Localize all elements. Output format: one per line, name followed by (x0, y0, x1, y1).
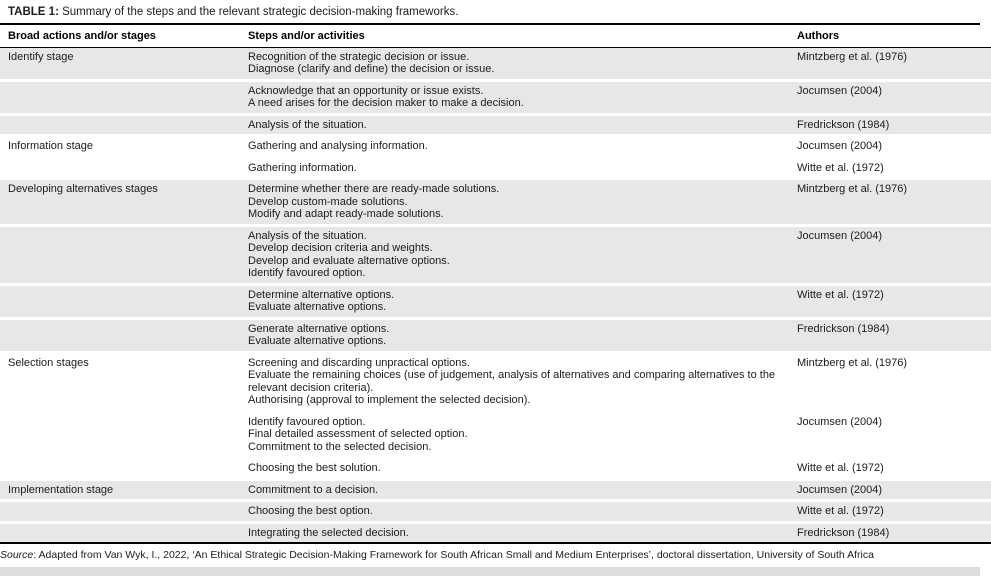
table-row (0, 317, 991, 351)
step-line: Evaluate alternative options. (248, 301, 387, 313)
author-cell: Mintzberg et al. (1976) (789, 48, 991, 79)
author-cell: Witte et al. (1972) (789, 499, 991, 521)
stage-cell (0, 79, 240, 113)
step-line: Authorising (approval to implement the selected decision). (248, 394, 531, 406)
step-line: Evaluate alternative options. (248, 335, 387, 347)
table-row (0, 283, 991, 317)
table-row (0, 48, 991, 79)
table-body (0, 48, 991, 543)
frameworks-table (0, 25, 991, 544)
author-cell: Fredrickson (1984) (789, 317, 991, 351)
stage-cell (0, 410, 240, 457)
author-cell: Jocumsen (2004) (789, 478, 991, 500)
table-row (0, 351, 991, 410)
step-line: Modify and adapt ready-made solutions. (248, 208, 444, 220)
author-cell: Jocumsen (2004) (789, 134, 991, 156)
step-line: Evaluate the remaining choices (use of judgement, analysis of alternatives and comparing alternatives to the relevant decision criteria). (248, 369, 776, 394)
stage-cell: Selection stages (0, 351, 240, 410)
col-header-steps: Steps and/or activities (240, 25, 789, 48)
table-row (0, 478, 991, 500)
author-cell: Witte et al. (1972) (789, 283, 991, 317)
stage-cell: Developing alternatives stages (0, 177, 240, 224)
step-line: Generate alternative options. (248, 322, 390, 335)
step-line: A need arises for the decision maker to make a decision. (248, 97, 524, 109)
stage-cell (0, 499, 240, 521)
table-row (0, 113, 991, 135)
step-line: Determine alternative options. (248, 288, 395, 301)
step-line: Identify favoured option. (248, 415, 366, 428)
table-title (0, 0, 980, 25)
author-cell: Jocumsen (2004) (789, 410, 991, 457)
table-row (0, 499, 991, 521)
table-row (0, 156, 991, 178)
stage-cell: Identify stage (0, 48, 240, 79)
stage-cell (0, 224, 240, 283)
header-row (0, 25, 991, 48)
step-line: Gathering and analysing information. (248, 140, 428, 152)
step-line: Integrating the selected decision. (248, 526, 409, 539)
author-cell: Fredrickson (1984) (789, 521, 991, 543)
bottom-strip (0, 567, 980, 576)
table-row (0, 224, 991, 283)
table-caption: Summary of the steps and the relevant strategic decision-making frameworks. (58, 6, 459, 18)
steps-cell (240, 456, 789, 478)
table-row (0, 521, 991, 543)
steps-cell (240, 48, 789, 79)
steps-cell (240, 317, 789, 351)
steps-cell (240, 224, 789, 283)
steps-cell (240, 410, 789, 457)
stage-cell: Implementation stage (0, 478, 240, 500)
stage-cell (0, 521, 240, 543)
step-line: Commitment to the selected decision. (248, 440, 432, 453)
step-line: Commitment to a decision. (248, 483, 379, 496)
table-row (0, 177, 991, 224)
author-cell: Mintzberg et al. (1976) (789, 177, 991, 224)
step-line: Acknowledge that an opportunity or issue exists. (248, 84, 484, 97)
step-line: Develop decision criteria and weights. (248, 242, 433, 254)
author-cell: Witte et al. (1972) (789, 156, 991, 178)
stage-cell (0, 456, 240, 478)
step-line: Develop and evaluate alternative options. (248, 254, 450, 267)
step-line: Develop custom-made solutions. (248, 195, 408, 208)
step-line: Choosing the best option. (248, 505, 373, 517)
step-line: Screening and discarding unpractical options. (248, 356, 470, 369)
steps-cell (240, 521, 789, 543)
steps-cell (240, 79, 789, 113)
step-line: Diagnose (clarify and define) the decision or issue. (248, 63, 495, 75)
stage-cell (0, 283, 240, 317)
col-header-authors: Authors (789, 25, 991, 48)
stage-cell: Information stage (0, 134, 240, 156)
table-header (0, 25, 991, 48)
table-row (0, 456, 991, 478)
steps-cell (240, 156, 789, 178)
col-header-stages: Broad actions and/or stages (0, 25, 240, 48)
step-line: Gathering information. (248, 161, 357, 174)
author-cell: Fredrickson (1984) (789, 113, 991, 135)
author-cell: Mintzberg et al. (1976) (789, 351, 991, 410)
source-note (0, 544, 980, 561)
table-row (0, 410, 991, 457)
table-number-label: TABLE 1: (8, 6, 59, 18)
step-line: Analysis of the situation. (248, 229, 367, 242)
step-line: Identify favoured option. (248, 267, 366, 279)
source-label: Source (0, 549, 34, 561)
step-line: Determine whether there are ready-made solutions. (248, 183, 500, 195)
stage-cell (0, 156, 240, 178)
step-line: Final detailed assessment of selected option. (248, 428, 468, 440)
author-cell: Jocumsen (2004) (789, 79, 991, 113)
steps-cell (240, 283, 789, 317)
step-line: Analysis of the situation. (248, 118, 367, 131)
stage-cell (0, 317, 240, 351)
author-cell: Witte et al. (1972) (789, 456, 991, 478)
step-line: Choosing the best solution. (248, 462, 381, 474)
steps-cell (240, 478, 789, 500)
steps-cell (240, 177, 789, 224)
step-line: Recognition of the strategic decision or issue. (248, 50, 470, 63)
source-text: : Adapted from Van Wyk, I., 2022, ‘An Ethical Strategic Decision-Making Framework for South African Small and Medium Enterprises’, doctoral dissertation, University of South Africa (33, 549, 874, 561)
steps-cell (240, 499, 789, 521)
table-row (0, 79, 991, 113)
author-cell: Jocumsen (2004) (789, 224, 991, 283)
table-row (0, 134, 991, 156)
steps-cell (240, 134, 789, 156)
stage-cell (0, 113, 240, 135)
steps-cell (240, 113, 789, 135)
steps-cell (240, 351, 789, 410)
